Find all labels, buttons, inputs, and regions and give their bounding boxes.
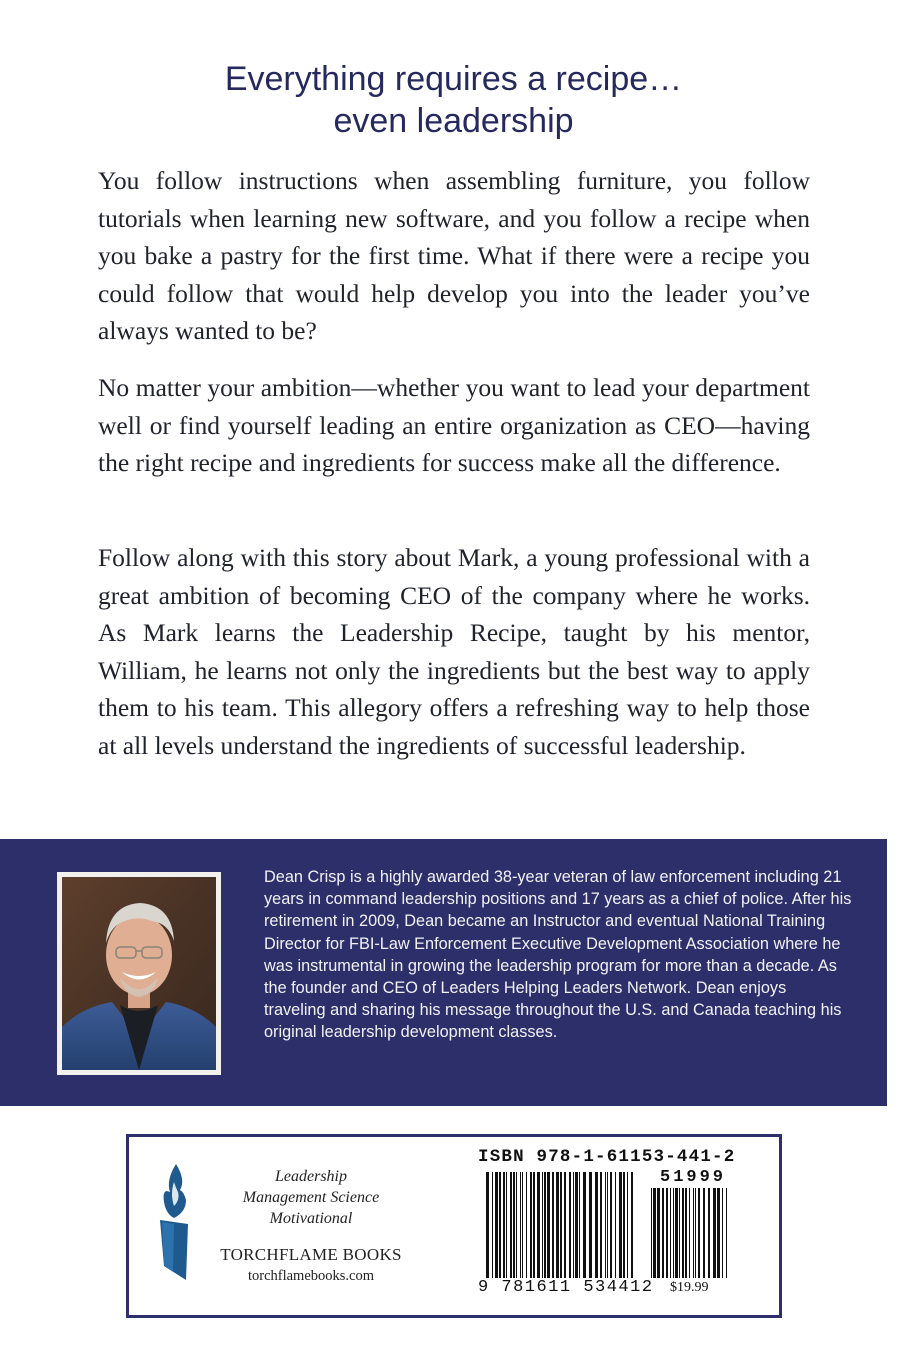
barcode-bar [653, 1188, 656, 1278]
barcode-bar [575, 1172, 578, 1278]
barcode-bar [673, 1188, 674, 1278]
ean-barcode [486, 1172, 636, 1278]
barcode-bar [522, 1172, 523, 1278]
barcode-bar [560, 1172, 562, 1278]
barcode-bar [530, 1172, 532, 1278]
barcode-bar [595, 1172, 598, 1278]
headline-line-1: Everything requires a recipe… [224, 60, 683, 98]
author-photo [57, 872, 221, 1075]
barcode-bar [499, 1172, 501, 1278]
barcode-bar [670, 1188, 671, 1278]
publisher-url: torchflamebooks.com [247, 1268, 375, 1284]
publisher-name: TORCHFLAME BOOKS [220, 1245, 402, 1264]
barcode-bar [589, 1172, 592, 1278]
barcode-bar [627, 1172, 628, 1278]
barcode-bar [583, 1172, 586, 1278]
barcode-bar [708, 1188, 710, 1278]
barcode-bar [695, 1188, 696, 1278]
barcode-bar [526, 1172, 527, 1278]
barcode-bar [533, 1172, 535, 1278]
barcode-bar [573, 1172, 574, 1278]
barcode-bar [516, 1172, 517, 1278]
barcode-bar [520, 1172, 521, 1278]
barcode-bar [564, 1172, 566, 1278]
barcode-bar [547, 1172, 550, 1278]
price: $19.99 [670, 1280, 709, 1295]
barcode-bar [679, 1188, 680, 1278]
author-bio: Dean Crisp is a highly awarded 38-year veteran of law enforcement including 21 years in command leadership positions and 17 years as a chief of police. After his retirement in 2009, Dean became an Instructor and eventual National Training Director for FBI-Law Enforcement Executive Development Association where he was instrumental in growing the leadership program for more than a decade. As the founder and CEO of Leaders Helping Leaders Network. Dean enjoys traveling and sharing his message throughout the U.S. and Canada teaching his original leadership development classes. [264, 868, 852, 1042]
barcode-bar [698, 1188, 700, 1278]
addon-digits: 51999 [660, 1168, 727, 1187]
description-paragraph-3: Follow along with this story about Mark, a young professional with a great ambition of becoming CEO of the company where he works. As Mark learns the Leadership Recipe, taught by his mentor, William, he learns not only the ingredients but the best way to apply them to his team. This allegory offers a refreshing way to help those at all levels understand the ingredients of successful leadership. [98, 543, 810, 760]
barcode-bar [542, 1172, 543, 1278]
barcode-bar [579, 1172, 580, 1278]
torch-flame-icon [156, 1162, 192, 1282]
barcode-bar [607, 1172, 608, 1278]
barcode-bar [506, 1172, 507, 1278]
barcode-bar [689, 1188, 690, 1278]
barcode-bar [717, 1188, 720, 1278]
description-paragraph-1: You follow instructions when assembling furniture, you follow tutorials when learning new software, and you follow a recipe when you bake a pastry for the first time. What if there were a recipe you could follow that would help develop you into the leader you’ve always wanted to be? [98, 166, 810, 345]
barcode-bar [544, 1172, 546, 1278]
genre-list [216, 1166, 406, 1229]
barcode-bar [605, 1172, 606, 1278]
barcode-bar [556, 1172, 559, 1278]
barcode-bar [600, 1172, 602, 1278]
barcode-bar [552, 1172, 554, 1278]
barcode-bar [693, 1188, 694, 1278]
headline-line-2: even leadership [333, 102, 574, 140]
barcode-bar [666, 1188, 668, 1278]
barcode-bar [569, 1172, 571, 1278]
barcode-bar [486, 1172, 489, 1278]
ean-digits: 9 781611 534412 [478, 1278, 654, 1297]
barcode-bar [537, 1172, 540, 1278]
barcode-bar [631, 1172, 633, 1278]
barcode-bar [623, 1172, 625, 1278]
barcode-bar [722, 1188, 723, 1278]
isbn-text: ISBN 978-1-61153-441-2 [478, 1147, 736, 1167]
addon-barcode [651, 1188, 731, 1278]
barcode-bar [615, 1172, 616, 1278]
genre-item: Management Science [242, 1189, 380, 1206]
barcode-bar [510, 1172, 512, 1278]
author-portrait-image [62, 877, 216, 1070]
barcode-bar [675, 1188, 678, 1278]
description-paragraph-2: No matter your ambition—whether you want to lead your department well or find yourself leading an entire organization as CEO—having the right recipe and ingredients for success make all the difference. [98, 373, 810, 477]
barcode-bar [619, 1172, 622, 1278]
barcode-bar [657, 1188, 660, 1278]
genre-item: Motivational [269, 1210, 353, 1227]
barcode-bar [503, 1172, 505, 1278]
barcode-bar [726, 1188, 727, 1278]
barcode-bar [662, 1188, 664, 1278]
genre-item: Leadership [275, 1168, 347, 1185]
barcode-bar [610, 1172, 612, 1278]
barcode-bar [513, 1172, 515, 1278]
barcode-bar [651, 1188, 652, 1278]
barcode-bar [685, 1188, 687, 1278]
barcode-bar [703, 1188, 705, 1278]
barcode-bar [492, 1172, 493, 1278]
barcode-bar [682, 1188, 684, 1278]
headline [60, 58, 847, 142]
barcode-bar [713, 1188, 716, 1278]
barcode-bar [495, 1172, 498, 1278]
